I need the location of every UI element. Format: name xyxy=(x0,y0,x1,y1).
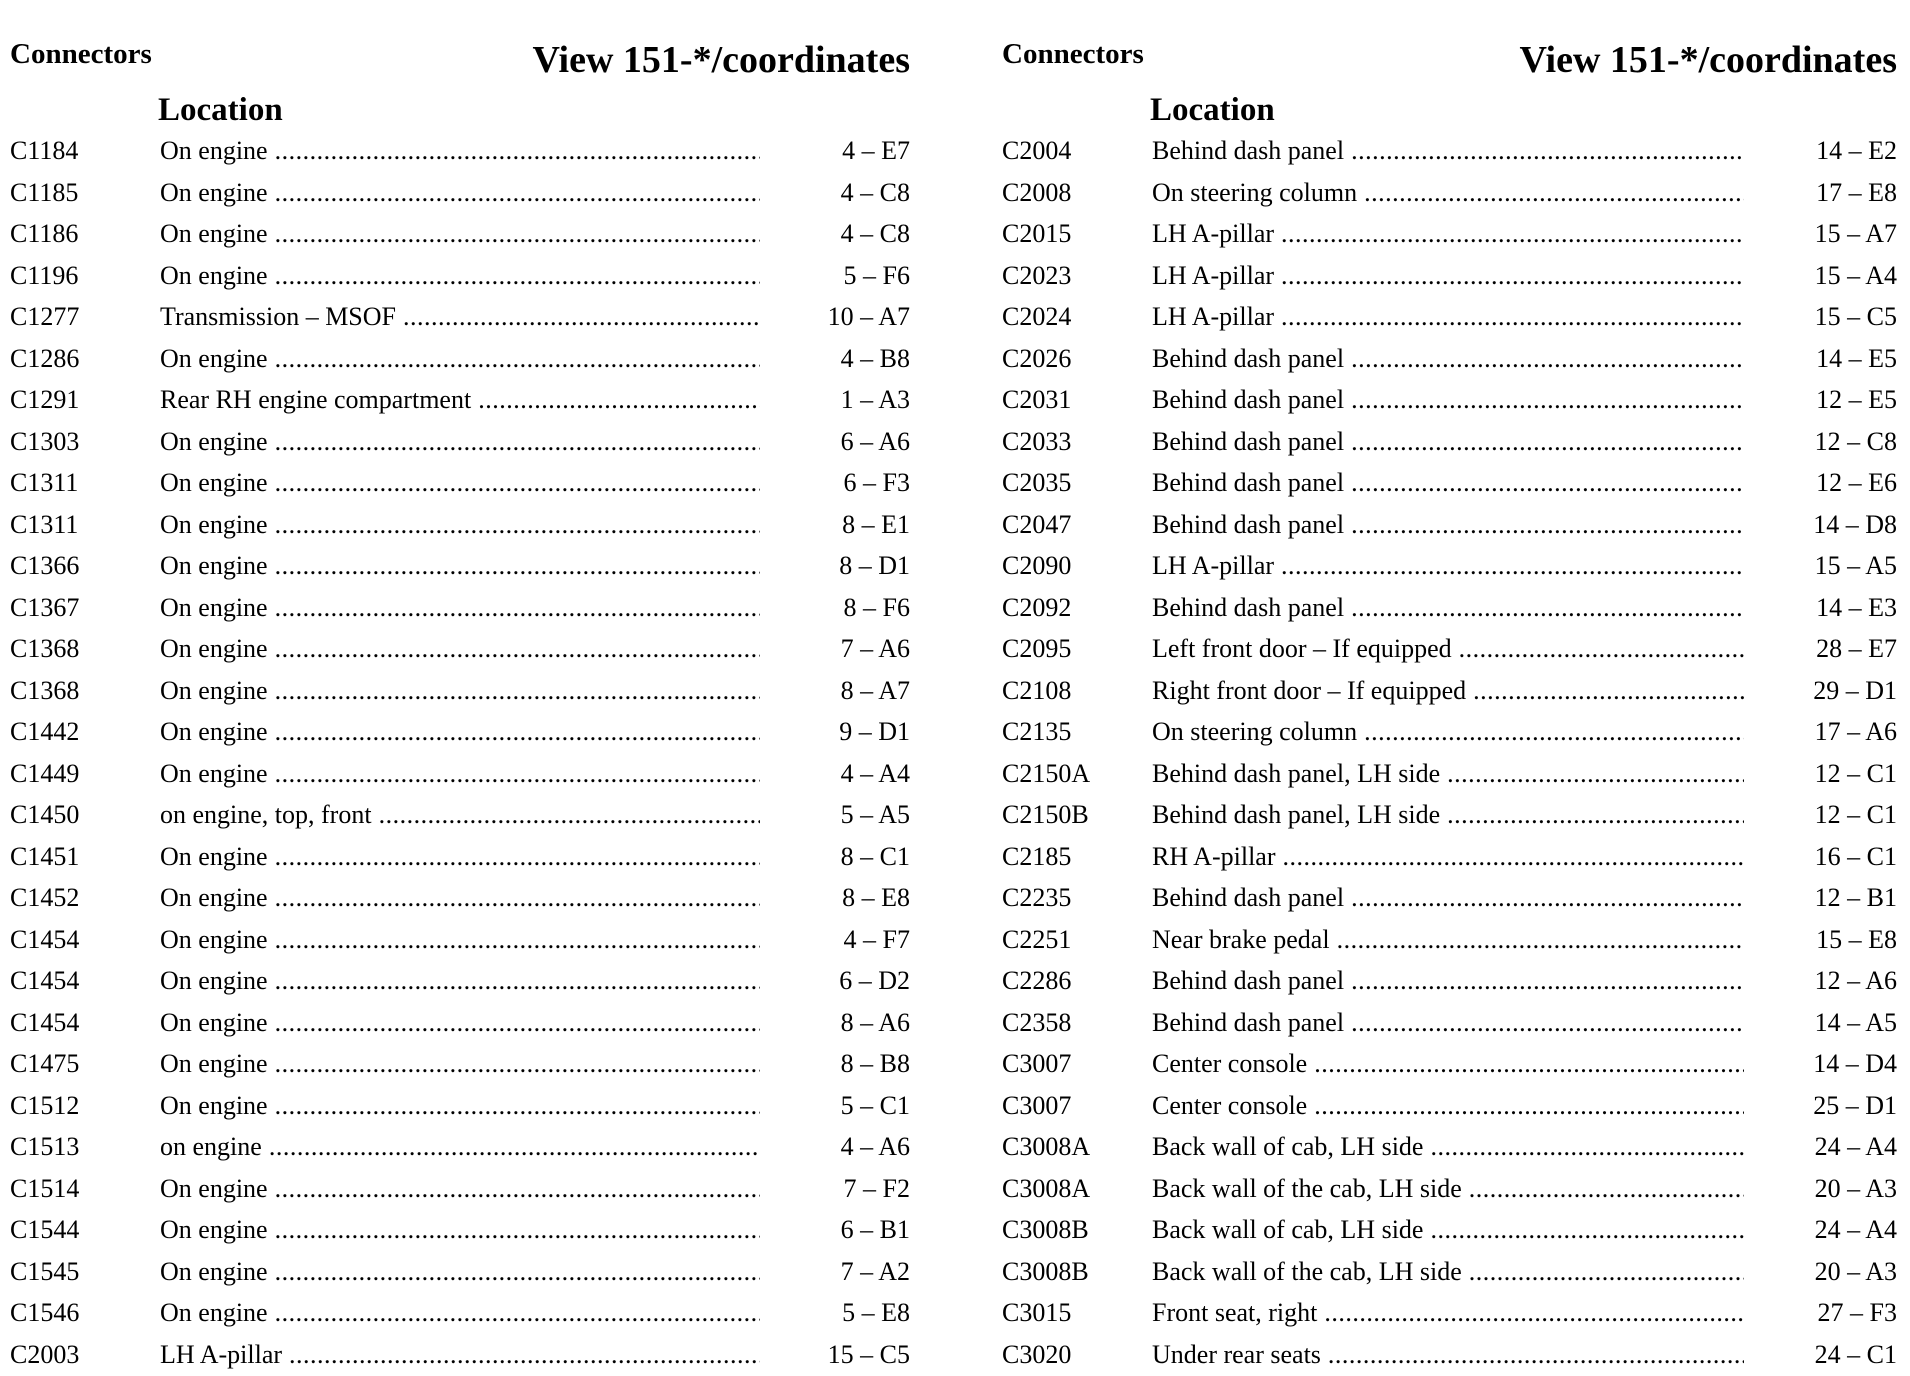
connector-coordinate: 12 – E6 xyxy=(1816,468,1897,497)
connector-coordinate: 12 – C1 xyxy=(1814,758,1897,788)
connector-row xyxy=(1002,1209,1897,1251)
connector-id: C2033 xyxy=(1002,426,1072,456)
connector-id: C1366 xyxy=(10,551,80,580)
connector-coordinate: 14 – E2 xyxy=(1816,136,1897,165)
connector-row xyxy=(1002,1334,1897,1376)
connector-location: Center console ..... xyxy=(1152,1043,1744,1085)
connector-row xyxy=(1002,711,1897,753)
connector-id: C1286 xyxy=(10,343,80,373)
connector-row xyxy=(10,504,910,546)
connector-id: C2023 xyxy=(1002,260,1072,290)
connector-coordinate: 14 – E5 xyxy=(1816,343,1897,373)
connector-row xyxy=(10,919,910,961)
connector-row xyxy=(1002,130,1897,172)
connector-coordinate: 6 – B1 xyxy=(840,1215,910,1244)
connector-location: Under rear seats ..... xyxy=(1152,1334,1744,1376)
connector-location: On engine ..... xyxy=(160,255,760,297)
connector-coordinate: 4 – A4 xyxy=(840,758,910,788)
connector-id: C2150A xyxy=(1002,758,1091,788)
connector-coordinate: 15 – A5 xyxy=(1814,551,1897,580)
connector-id: C2108 xyxy=(1002,675,1072,705)
connector-coordinate: 28 – E7 xyxy=(1816,634,1897,663)
connector-id: C1513 xyxy=(10,1132,80,1161)
connector-row xyxy=(10,130,910,172)
connector-id: C1546 xyxy=(10,1298,80,1327)
connector-id: C2135 xyxy=(1002,717,1072,746)
connector-location: On engine ..... xyxy=(160,421,760,463)
connector-coordinate: 6 – A6 xyxy=(840,426,910,456)
connector-id: C1291 xyxy=(10,385,80,414)
connector-location: Behind dash panel ..... xyxy=(1152,877,1744,919)
connector-coordinate: 15 – A4 xyxy=(1814,260,1897,290)
connector-coordinate: 17 – E8 xyxy=(1816,177,1897,207)
connector-location: On engine ..... xyxy=(160,836,760,878)
connector-id: C2092 xyxy=(1002,592,1072,622)
connector-row xyxy=(1002,504,1897,546)
connector-id: C2008 xyxy=(1002,177,1072,207)
connector-id: C2358 xyxy=(1002,1007,1072,1037)
view-coordinates-heading: View 151-*/coordinates xyxy=(1519,39,1897,81)
connector-id: C1368 xyxy=(10,634,80,663)
connector-id: C1475 xyxy=(10,1049,80,1078)
connector-row xyxy=(10,753,910,795)
connector-row xyxy=(10,213,910,255)
connector-location: Behind dash panel, LH side ..... xyxy=(1152,794,1744,836)
connector-coordinate: 25 – D1 xyxy=(1813,1090,1897,1120)
connector-row xyxy=(10,379,910,421)
connector-location: Behind dash panel ..... xyxy=(1152,130,1744,172)
connector-location: On engine ..... xyxy=(160,504,760,546)
connector-id: C1454 xyxy=(10,966,80,995)
connector-id: C1186 xyxy=(10,219,79,248)
connector-id: C2035 xyxy=(1002,468,1072,497)
connector-coordinate: 8 – A7 xyxy=(840,675,910,705)
connector-id: C2150B xyxy=(1002,800,1089,829)
connector-coordinate: 5 – C1 xyxy=(840,1090,910,1120)
connector-location: on engine, top, front ..... xyxy=(160,794,760,836)
connector-location: On engine ..... xyxy=(160,753,760,795)
connector-coordinate: 10 – A7 xyxy=(827,302,910,331)
connector-id: C2185 xyxy=(1002,841,1072,871)
connector-id: C1512 xyxy=(10,1090,80,1120)
connector-coordinate: 16 – C1 xyxy=(1814,841,1897,871)
connector-id: C2003 xyxy=(10,1339,80,1369)
connector-row xyxy=(1002,1251,1897,1293)
connector-id: C2235 xyxy=(1002,883,1072,912)
connector-location: Behind dash panel ..... xyxy=(1152,379,1744,421)
connector-row xyxy=(10,1209,910,1251)
view-coordinates-heading: View 151-*/coordinates xyxy=(532,39,910,81)
connector-location: On engine ..... xyxy=(160,670,760,712)
connector-row xyxy=(10,172,910,214)
connector-location: On steering column ..... xyxy=(1152,711,1744,753)
connector-row xyxy=(10,255,910,297)
connector-location: LH A-pillar ..... xyxy=(1152,255,1744,297)
connector-location: Left front door – If equipped ..... xyxy=(1152,628,1744,670)
connector-row xyxy=(10,960,910,1002)
connector-location: On engine ..... xyxy=(160,628,760,670)
connector-location: Back wall of cab, LH side ..... xyxy=(1152,1209,1744,1251)
connector-id: C1367 xyxy=(10,592,80,622)
connector-id: C3008B xyxy=(1002,1256,1089,1286)
connector-row xyxy=(1002,794,1897,836)
connector-location: On engine ..... xyxy=(160,462,760,504)
connector-id: C2024 xyxy=(1002,302,1072,331)
connector-row xyxy=(10,1292,910,1334)
connector-location: RH A-pillar ..... xyxy=(1152,836,1744,878)
connector-row xyxy=(1002,877,1897,919)
connector-coordinate: 12 – C8 xyxy=(1814,426,1897,456)
connector-location: Right front door – If equipped ..... xyxy=(1152,670,1744,712)
connector-coordinate: 24 – A4 xyxy=(1814,1132,1897,1161)
connector-row xyxy=(1002,960,1897,1002)
connector-id: C1545 xyxy=(10,1256,80,1286)
connector-location: On engine ..... xyxy=(160,711,760,753)
connector-location: On engine ..... xyxy=(160,919,760,961)
connector-location: On engine ..... xyxy=(160,1085,760,1127)
connector-coordinate: 15 – C5 xyxy=(827,1339,910,1369)
connector-id: C2286 xyxy=(1002,966,1072,995)
connector-id: C2015 xyxy=(1002,219,1072,248)
connector-row xyxy=(1002,628,1897,670)
connector-row xyxy=(10,545,910,587)
connector-id: C1311 xyxy=(10,468,79,497)
connector-row xyxy=(10,1334,910,1376)
connector-coordinate: 15 – E8 xyxy=(1816,924,1897,954)
connector-coordinate: 5 – A5 xyxy=(840,800,910,829)
connector-coordinate: 9 – D1 xyxy=(839,717,910,746)
connector-coordinate: 24 – C1 xyxy=(1814,1339,1897,1369)
connector-coordinate: 8 – E1 xyxy=(842,509,910,539)
connector-row xyxy=(10,1043,910,1085)
connector-location: LH A-pillar ..... xyxy=(1152,296,1744,338)
connector-row xyxy=(1002,545,1897,587)
connector-row xyxy=(1002,1168,1897,1210)
connector-coordinate: 14 – A5 xyxy=(1814,1007,1897,1037)
connector-coordinate: 29 – D1 xyxy=(1813,675,1897,705)
connector-row xyxy=(1002,1002,1897,1044)
connector-coordinate: 8 – F6 xyxy=(843,592,910,622)
connector-location: On engine ..... xyxy=(160,1168,760,1210)
connector-id: C3007 xyxy=(1002,1049,1072,1078)
connector-row xyxy=(10,628,910,670)
connector-coordinate: 12 – C1 xyxy=(1814,800,1897,829)
connector-row xyxy=(10,1085,910,1127)
connector-location: Rear RH engine compartment ..... xyxy=(160,379,760,421)
connector-location: Behind dash panel, LH side ..... xyxy=(1152,753,1744,795)
connector-row xyxy=(10,462,910,504)
connector-location: On engine ..... xyxy=(160,1209,760,1251)
connector-coordinate: 4 – C8 xyxy=(840,177,910,207)
connector-id: C1544 xyxy=(10,1215,80,1244)
connector-coordinate: 7 – F2 xyxy=(843,1173,910,1203)
connector-coordinate: 15 – C5 xyxy=(1814,302,1897,331)
connector-location: Behind dash panel ..... xyxy=(1152,504,1744,546)
connector-coordinate: 12 – A6 xyxy=(1814,966,1897,995)
connector-row xyxy=(10,836,910,878)
connector-coordinate: 14 – E3 xyxy=(1816,592,1897,622)
connector-row xyxy=(1002,379,1897,421)
connector-row xyxy=(1002,919,1897,961)
connector-id: C2090 xyxy=(1002,551,1072,580)
connector-coordinate: 7 – A2 xyxy=(840,1256,910,1286)
connector-id: C1311 xyxy=(10,509,79,539)
connector-id: C1452 xyxy=(10,883,80,912)
connector-coordinate: 6 – D2 xyxy=(839,966,910,995)
connector-row xyxy=(1002,213,1897,255)
connector-coordinate: 8 – C1 xyxy=(840,841,910,871)
connector-location: On steering column ..... xyxy=(1152,172,1744,214)
left-column xyxy=(10,0,910,1376)
connector-coordinate: 5 – E8 xyxy=(842,1298,910,1327)
connector-list xyxy=(10,130,910,1375)
connector-id: C1454 xyxy=(10,1007,80,1037)
connector-location: LH A-pillar ..... xyxy=(1152,213,1744,255)
connector-row xyxy=(10,338,910,380)
connector-coordinate: 17 – A6 xyxy=(1814,717,1897,746)
connector-id: C2026 xyxy=(1002,343,1072,373)
connector-location: Back wall of the cab, LH side ..... xyxy=(1152,1168,1744,1210)
connector-id: C3008A xyxy=(1002,1132,1091,1161)
connector-id: C1303 xyxy=(10,426,80,456)
connector-coordinate: 7 – A6 xyxy=(840,634,910,663)
connector-location: Near brake pedal ..... xyxy=(1152,919,1744,961)
connector-id: C3020 xyxy=(1002,1339,1072,1369)
connector-row xyxy=(10,421,910,463)
connector-row xyxy=(1002,338,1897,380)
connector-location: On engine ..... xyxy=(160,1292,760,1334)
connector-location: Behind dash panel ..... xyxy=(1152,960,1744,1002)
connector-row xyxy=(1002,296,1897,338)
connector-row xyxy=(10,1126,910,1168)
connector-row xyxy=(1002,1043,1897,1085)
connector-location: LH A-pillar ..... xyxy=(1152,545,1744,587)
connector-coordinate: 20 – A3 xyxy=(1814,1173,1897,1203)
connector-row xyxy=(1002,1292,1897,1334)
connector-location: on engine ..... xyxy=(160,1126,760,1168)
connector-coordinate: 8 – D1 xyxy=(839,551,910,580)
connector-row xyxy=(1002,172,1897,214)
connector-location: Behind dash panel ..... xyxy=(1152,1002,1744,1044)
connector-id: C1450 xyxy=(10,800,80,829)
connector-coordinate: 8 – B8 xyxy=(840,1049,910,1078)
connector-location: On engine ..... xyxy=(160,1251,760,1293)
connector-id: C1454 xyxy=(10,924,80,954)
connector-location: On engine ..... xyxy=(160,545,760,587)
connector-id: C1449 xyxy=(10,758,80,788)
connector-id: C1185 xyxy=(10,177,79,207)
connector-location: Front seat, right ..... xyxy=(1152,1292,1744,1334)
connector-row xyxy=(10,1251,910,1293)
connector-id: C1442 xyxy=(10,717,80,746)
connector-row xyxy=(1002,1085,1897,1127)
connector-coordinate: 4 – E7 xyxy=(842,136,910,165)
connector-coordinate: 4 – B8 xyxy=(840,343,910,373)
connector-coordinate: 4 – A6 xyxy=(840,1132,910,1161)
connector-location: Back wall of the cab, LH side ..... xyxy=(1152,1251,1744,1293)
connector-location: Behind dash panel ..... xyxy=(1152,587,1744,629)
connector-location: LH A-pillar ..... xyxy=(160,1334,760,1376)
connector-row xyxy=(1002,836,1897,878)
connector-coordinate: 24 – A4 xyxy=(1814,1215,1897,1244)
connector-row xyxy=(1002,1126,1897,1168)
connector-location: Transmission – MSOF ..... xyxy=(160,296,760,338)
connector-coordinate: 4 – F7 xyxy=(843,924,910,954)
connectors-heading: Connectors xyxy=(10,38,152,70)
connector-id: C3008A xyxy=(1002,1173,1091,1203)
connector-coordinate: 14 – D4 xyxy=(1813,1049,1897,1078)
connectors-heading: Connectors xyxy=(1002,38,1144,70)
connector-list xyxy=(1002,130,1897,1375)
connector-row xyxy=(1002,421,1897,463)
connector-row xyxy=(1002,753,1897,795)
connector-row xyxy=(1002,587,1897,629)
connector-location: On engine ..... xyxy=(160,130,760,172)
connector-row xyxy=(10,296,910,338)
connector-coordinate: 14 – D8 xyxy=(1813,509,1897,539)
connector-row xyxy=(1002,255,1897,297)
connector-coordinate: 12 – B1 xyxy=(1814,883,1897,912)
connector-row xyxy=(10,794,910,836)
connector-row xyxy=(10,877,910,919)
connector-id: C3015 xyxy=(1002,1298,1072,1327)
connector-location: On engine ..... xyxy=(160,1002,760,1044)
connector-row xyxy=(1002,462,1897,504)
connector-row xyxy=(10,587,910,629)
connector-location: Behind dash panel ..... xyxy=(1152,421,1744,463)
connector-location: On engine ..... xyxy=(160,960,760,1002)
connector-id: C3007 xyxy=(1002,1090,1072,1120)
connector-row xyxy=(1002,670,1897,712)
connector-coordinate: 8 – A6 xyxy=(840,1007,910,1037)
connector-id: C2031 xyxy=(1002,385,1072,414)
location-heading: Location xyxy=(1150,92,1275,128)
connector-location: On engine ..... xyxy=(160,213,760,255)
connector-location: On engine ..... xyxy=(160,587,760,629)
connector-row xyxy=(10,1002,910,1044)
connector-id: C1196 xyxy=(10,260,79,290)
connector-coordinate: 27 – F3 xyxy=(1817,1298,1897,1327)
connector-coordinate: 20 – A3 xyxy=(1814,1256,1897,1286)
connector-location: Back wall of cab, LH side ..... xyxy=(1152,1126,1744,1168)
connector-id: C1514 xyxy=(10,1173,80,1203)
connector-row xyxy=(10,1168,910,1210)
connector-location: On engine ..... xyxy=(160,172,760,214)
connector-id: C2047 xyxy=(1002,509,1072,539)
connector-location: Behind dash panel ..... xyxy=(1152,338,1744,380)
connector-coordinate: 15 – A7 xyxy=(1814,219,1897,248)
connector-coordinate: 8 – E8 xyxy=(842,883,910,912)
connector-id: C2095 xyxy=(1002,634,1072,663)
connector-row xyxy=(10,670,910,712)
connector-id: C2251 xyxy=(1002,924,1072,954)
connector-coordinate: 5 – F6 xyxy=(843,260,910,290)
connector-location: Behind dash panel ..... xyxy=(1152,462,1744,504)
connector-id: C2004 xyxy=(1002,136,1072,165)
right-column xyxy=(1002,0,1897,1376)
connector-coordinate: 12 – E5 xyxy=(1816,385,1897,414)
connector-coordinate: 1 – A3 xyxy=(840,385,910,414)
connector-id: C3008B xyxy=(1002,1215,1089,1244)
connector-id: C1368 xyxy=(10,675,80,705)
connector-coordinate: 6 – F3 xyxy=(843,468,910,497)
connector-id: C1451 xyxy=(10,841,80,871)
location-heading: Location xyxy=(158,92,283,128)
connector-id: C1277 xyxy=(10,302,80,331)
connector-row xyxy=(10,711,910,753)
connector-location: Center console ..... xyxy=(1152,1085,1744,1127)
connector-location: On engine ..... xyxy=(160,1043,760,1085)
connector-location: On engine ..... xyxy=(160,877,760,919)
connector-coordinate: 4 – C8 xyxy=(840,219,910,248)
connector-id: C1184 xyxy=(10,136,79,165)
connector-location: On engine ..... xyxy=(160,338,760,380)
